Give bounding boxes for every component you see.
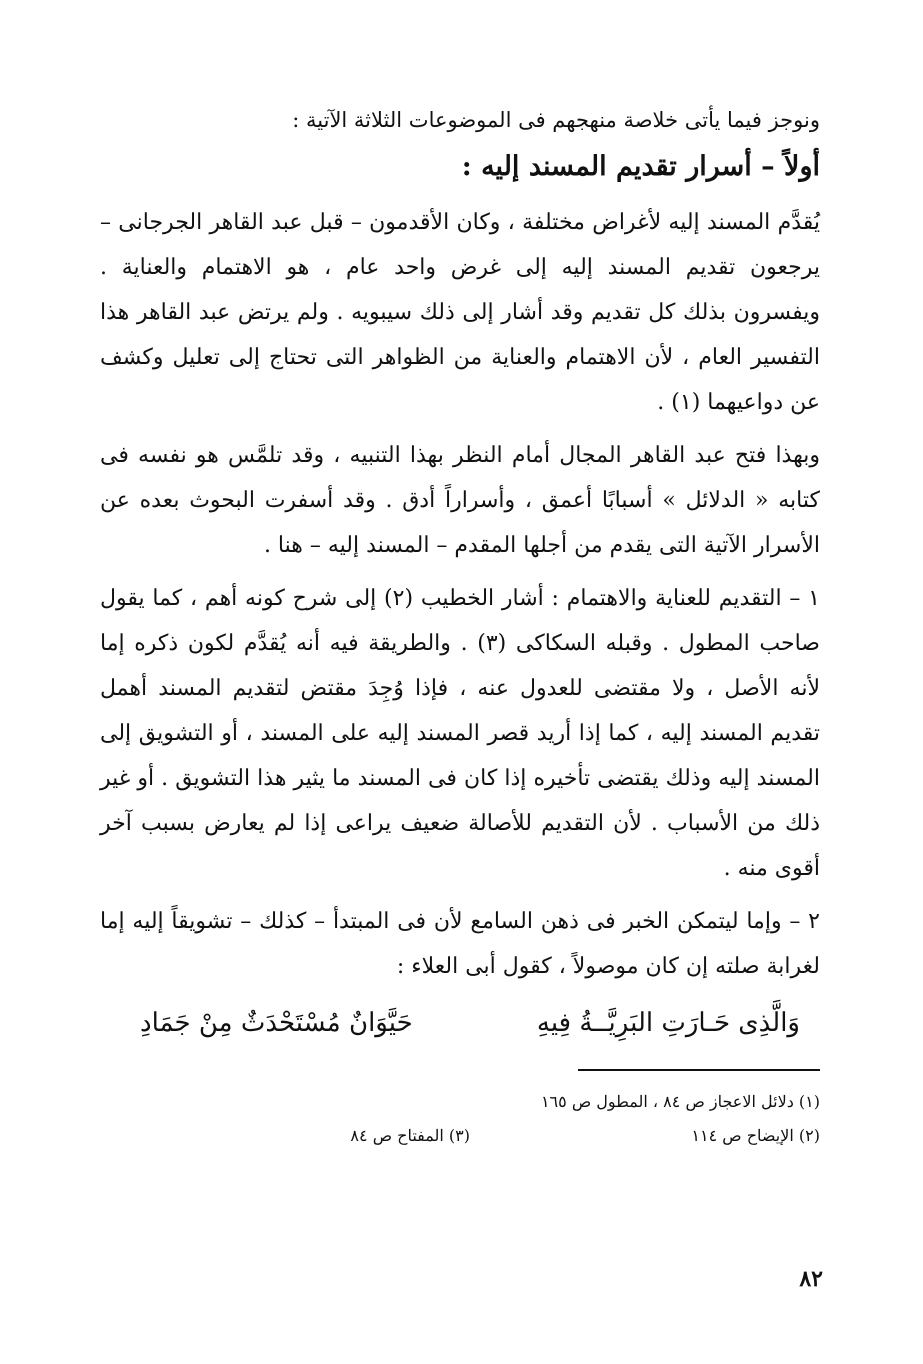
- page-number: ٨٢: [799, 1266, 823, 1292]
- footnote-2: (٢) الإيضاح ص ١١٤: [691, 1126, 820, 1145]
- paragraph-1: يُقدَّم المسند إليه لأغراض مختلفة ، وكان الأقدمون – قبل عبد القاهر الجرجانى – يرجعون تقديم المسند إليه إلى غرض واحد عام ، هو الاهتمام والعناية . ويفسرون بذلك كل تقديم وقد أشار إلى ذلك سيبويه . ولم يرتض عبد القاهر هذا التفسير العام ، لأن الاهتمام والعناية من الظواهر التى تحتاج إلى تعليل وكشف عن دواعيهما (١) .: [100, 210, 820, 415]
- section-heading: أولاً – أسرار تقديم المسند إليه :: [461, 151, 820, 182]
- verse-first-hemistich: وَالَّذِى حَـارَتِ البَرِيَّــةُ فِيهِ: [536, 1008, 800, 1038]
- paragraph-2: وبهذا فتح عبد القاهر المجال أمام النظر بهذا التنبيه ، وقد تلمَّس هو نفسه فى كتابه « الدلائل » أسبابًا أعمق ، وأسراراً أدق . وقد أسفرت البحوث بعده عن الأسرار الآتية التى يقدم من أجلها المقدم – المسند إليه – هنا .: [100, 443, 820, 558]
- paragraph-3: ١ – التقديم للعناية والاهتمام : أشار الخطيب (٢) إلى شرح كونه أهم ، كما يقول صاحب المطول . وقبله السكاكى (٣) . والطريقة فيه أنه يُقدَّم لكون ذكره إما لأنه الأصل ، ولا مقتضى للعدول عنه ، فإذا وُجِدَ مقتض لتقديم المسند أهمل تقديم المسند إليه ، كما إذا أريد قصر المسند إليه على المسند ، أو التشويق إلى المسند إليه وذلك يقتضى تأخيره إذا كان فى المسند ما يثير هذا التشويق . أو غير ذلك من الأسباب . لأن التقديم للأصالة ضعيف يراعى إذا لم يعارض بسبب آخر أقوى منه .: [100, 586, 820, 881]
- verse-second-hemistich: حَيَّوَانٌ مُسْتَحْدَثٌ مِنْ جَمَادِ: [140, 1008, 413, 1038]
- footnote-divider: [578, 1069, 820, 1071]
- paragraph-4: ٢ – وإما ليتمكن الخبر فى ذهن السامع لأن فى المبتدأ – كذلك – تشويقاً إليه إما لغرابة صلته إن كان موصولاً ، كقول أبى العلاء :: [100, 909, 820, 979]
- footnote-3: (٣) المفتاح ص ٨٤: [350, 1126, 470, 1145]
- footnote-row: [100, 1119, 820, 1153]
- page-body: [100, 100, 820, 1330]
- poetry-verse: [140, 997, 800, 1049]
- footnote-1: (١) دلائل الاعجاز ص ٨٤ ، المطول ص ١٦٥: [540, 1092, 820, 1111]
- intro-line: ونوجز فيما يأتى خلاصة منهجهم فى الموضوعات الثلاثة الآتية :: [292, 108, 820, 132]
